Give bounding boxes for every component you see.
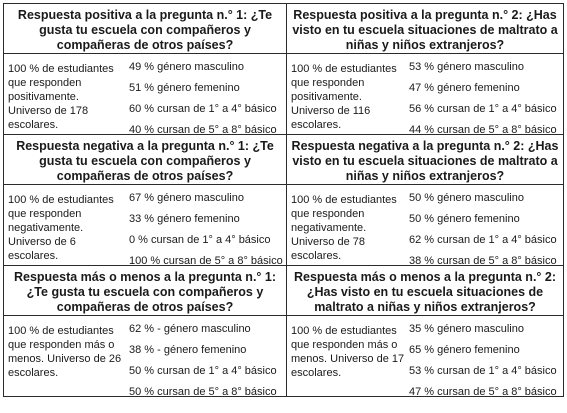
results-cell bbox=[4, 185, 287, 266]
results-cell bbox=[287, 185, 564, 266]
survey-results-table bbox=[3, 3, 564, 397]
stat-grades-5-8: 100 % cursan de 5° a 8° básico bbox=[129, 255, 283, 267]
results-cell bbox=[4, 54, 287, 135]
stat-grades-1-4: 62 % cursan de 1° a 4° básico bbox=[409, 234, 557, 246]
question-heading: Respuesta más o menos a la pregunta n.° 2: ¿Has visto en tu escuela situaciones de maltrato a niñas y niños extranjeros? bbox=[287, 266, 564, 316]
response-summary: 100 % de estudiantes que responden positivamente. Universo de 116 escolares. bbox=[291, 63, 397, 131]
response-summary: 100 % de estudiantes que responden más o menos. Universo de 26 escolares. bbox=[8, 325, 122, 379]
results-cell bbox=[4, 316, 287, 397]
results-cell bbox=[287, 54, 564, 135]
stat-grades-5-8: 50 % cursan de 5° a 8° básico bbox=[129, 386, 277, 398]
stat-gender-male: 35 % género masculino bbox=[409, 323, 524, 335]
question-heading: Respuesta negativa a la pregunta n.° 2: ¿Has visto en tu escuela situaciones de maltrato a niñas y niños extranjeros? bbox=[287, 135, 564, 185]
stats-list bbox=[129, 322, 281, 406]
stat-grades-1-4: 56 % cursan de 1° a 4° básico bbox=[409, 103, 557, 115]
question-heading: Respuesta negativa a la pregunta n.° 1: ¿Te gusta tu escuela con compañeros y compañeras de otros países? bbox=[4, 135, 287, 185]
stat-grades-1-4: 0 % cursan de 1° a 4° básico bbox=[129, 234, 271, 246]
question-heading: Respuesta más o menos a la pregunta n.° 1: ¿Te gusta tu escuela con compañeros y compañeras de otros países? bbox=[4, 266, 287, 316]
response-summary: 100 % de estudiantes que responden más o menos. Universo de 17 escolares. bbox=[291, 325, 405, 379]
stats-list bbox=[409, 191, 561, 275]
stats-list bbox=[129, 60, 281, 144]
stat-grades-5-8: 38 % cursan de 5° a 8° básico bbox=[409, 255, 557, 267]
stat-grades-1-4: 53 % cursan de 1° a 4° básico bbox=[409, 365, 557, 377]
question-heading: Respuesta positiva a la pregunta n.° 1: ¿Te gusta tu escuela con compañeros y compañeras de otros países? bbox=[4, 4, 287, 54]
response-summary: 100 % de estudiantes que responden negativamente. Universo de 78 escolares. bbox=[291, 194, 397, 262]
stat-gender-male: 67 % género masculino bbox=[129, 192, 244, 204]
stat-gender-female: 50 % género femenino bbox=[409, 213, 520, 225]
stats-list bbox=[409, 322, 561, 406]
stat-grades-1-4: 60 % cursan de 1° a 4° básico bbox=[129, 103, 277, 115]
stat-grades-5-8: 40 % cursan de 5° a 8° básico bbox=[129, 124, 277, 136]
stat-gender-male: 62 % - género masculino bbox=[129, 323, 251, 335]
stat-grades-5-8: 44 % cursan de 5° a 8° básico bbox=[409, 124, 557, 136]
response-summary: 100 % de estudiantes que responden negativamente. Universo de 6 escolares. bbox=[8, 194, 114, 262]
stat-gender-female: 47 % género femenino bbox=[409, 82, 520, 94]
stat-grades-1-4: 50 % cursan de 1° a 4° básico bbox=[129, 365, 277, 377]
stat-gender-male: 53 % género masculino bbox=[409, 61, 524, 73]
table-row-heading bbox=[4, 4, 564, 54]
stats-list bbox=[409, 60, 561, 144]
stats-list bbox=[129, 191, 281, 275]
question-heading: Respuesta positiva a la pregunta n.° 2: ¿Has visto en tu escuela situaciones de maltrato a niñas y niños extranjeros? bbox=[287, 4, 564, 54]
stat-gender-female: 51 % género femenino bbox=[129, 82, 240, 94]
table-row-results bbox=[4, 316, 564, 397]
response-summary: 100 % de estudiantes que responden positivamente. Universo de 178 escolares. bbox=[8, 63, 114, 131]
table-row-results bbox=[4, 54, 564, 135]
stat-gender-male: 49 % género masculino bbox=[129, 61, 244, 73]
stat-grades-5-8: 47 % cursan de 5° a 8° básico bbox=[409, 386, 557, 398]
stat-gender-female: 65 % género femenino bbox=[409, 344, 520, 356]
table-row-results bbox=[4, 185, 564, 266]
results-cell bbox=[287, 316, 564, 397]
stat-gender-male: 50 % género masculino bbox=[409, 192, 524, 204]
stat-gender-female: 38 % - género femenino bbox=[129, 344, 247, 356]
stat-gender-female: 33 % género femenino bbox=[129, 213, 240, 225]
